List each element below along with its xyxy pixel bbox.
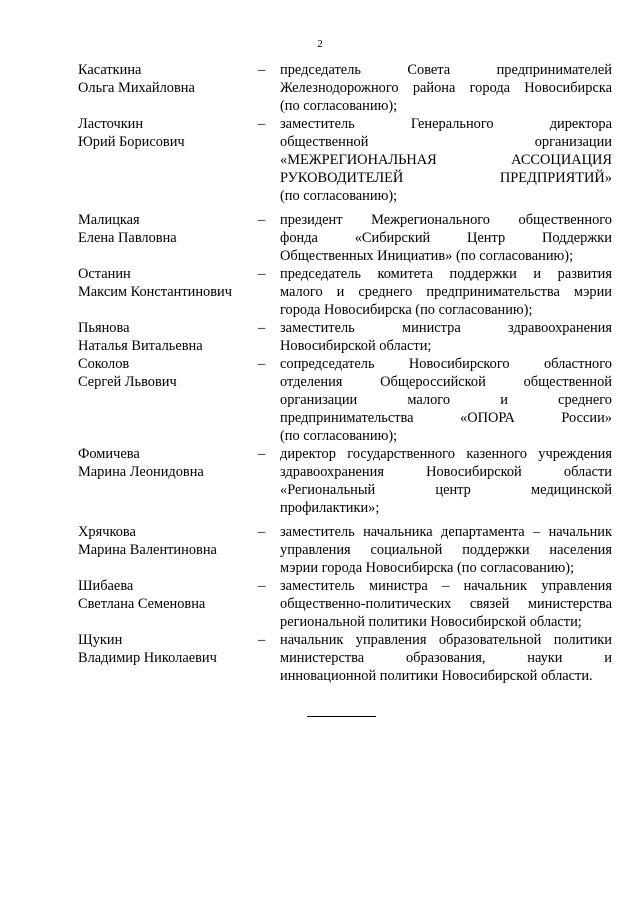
role-line: Новосибирской области; xyxy=(280,338,432,354)
member-role xyxy=(280,319,612,355)
member-name xyxy=(78,211,258,265)
member-surname: Касаткина xyxy=(78,62,142,78)
role-line: отделения Общероссийской общественной xyxy=(280,374,612,390)
member-entry-shibaeva xyxy=(78,577,612,631)
member-given-names: Юрий Борисович xyxy=(78,134,185,150)
member-role xyxy=(280,115,612,205)
member-name xyxy=(78,355,258,445)
role-line: управления социальной поддержки населения xyxy=(280,542,612,558)
separator-dash: – xyxy=(258,632,266,648)
role-line: председатель Совета предпринимателей xyxy=(280,62,612,78)
member-surname: Соколов xyxy=(78,356,130,372)
role-line: города Новосибирска (по согласованию); xyxy=(280,302,533,318)
role-line: заместитель министра здравоохранения xyxy=(280,320,612,336)
role-line: региональной политики Новосибирской области; xyxy=(280,614,582,630)
separator-dash: – xyxy=(258,212,266,228)
member-entry-shchukin xyxy=(78,631,612,685)
member-name xyxy=(78,115,258,205)
member-given-names: Марина Валентиновна xyxy=(78,542,217,558)
role-line: президент Межрегионального общественного xyxy=(280,212,612,228)
member-role xyxy=(280,577,612,631)
role-line: «Региональный центр медицинской xyxy=(280,482,612,498)
role-line: Железнодорожного района города Новосибирска xyxy=(280,80,612,96)
member-given-names: Марина Леонидовна xyxy=(78,464,204,480)
member-name xyxy=(78,61,258,115)
role-line: министерства образования, науки и xyxy=(280,650,612,666)
member-role xyxy=(280,355,612,445)
role-line: заместитель Генерального директора xyxy=(280,116,612,132)
member-given-names: Владимир Николаевич xyxy=(78,650,217,666)
member-entry-ostanin xyxy=(78,265,612,319)
role-line: РУКОВОДИТЕЛЕЙ ПРЕДПРИЯТИЙ» xyxy=(280,170,612,186)
member-given-names: Наталья Витальевна xyxy=(78,338,203,354)
member-surname: Хрячкова xyxy=(78,524,136,540)
member-given-names: Ольга Михайловна xyxy=(78,80,195,96)
role-line: заместитель министра – начальник управления xyxy=(280,578,612,594)
member-given-names: Светлана Семеновна xyxy=(78,596,206,612)
member-surname: Останин xyxy=(78,266,131,282)
member-surname: Фомичева xyxy=(78,446,140,462)
member-role xyxy=(280,445,612,517)
role-line: заместитель начальника департамента – начальник xyxy=(280,524,612,540)
member-list xyxy=(78,61,612,685)
member-surname: Пьянова xyxy=(78,320,130,336)
member-entry-malitskaya xyxy=(78,211,612,265)
role-line: председатель комитета поддержки и развития xyxy=(280,266,612,282)
member-given-names: Максим Константинович xyxy=(78,284,232,300)
role-line: директор государственного казенного учреждения xyxy=(280,446,612,462)
separator-dash: – xyxy=(258,320,266,336)
member-surname: Щукин xyxy=(78,632,123,648)
separator-dash: – xyxy=(258,446,266,462)
member-entry-pyanova xyxy=(78,319,612,355)
role-line: организации малого и среднего xyxy=(280,392,612,408)
separator-dash: – xyxy=(258,266,266,282)
role-line: инновационной политики Новосибирской области. xyxy=(280,668,593,684)
role-line: предпринимательства «ОПОРА России» xyxy=(280,410,612,426)
role-line: Общественных Инициатив» (по согласованию); xyxy=(280,248,574,264)
separator-dash: – xyxy=(258,524,266,540)
member-surname: Малицкая xyxy=(78,212,140,228)
role-line: начальник управления образовательной политики xyxy=(280,632,612,648)
role-line: сопредседатель Новосибирского областного xyxy=(280,356,612,372)
separator-dash: – xyxy=(258,62,266,78)
role-line: мэрии города Новосибирска (по согласованию); xyxy=(280,560,575,576)
separator-dash: – xyxy=(258,356,266,372)
member-entry-sokolov xyxy=(78,355,612,445)
member-entry-kasatkina xyxy=(78,61,612,115)
member-surname: Шибаева xyxy=(78,578,134,594)
member-name xyxy=(78,523,258,577)
role-line: общественно-политических связей министерства xyxy=(280,596,612,612)
member-entry-fomicheva xyxy=(78,445,612,517)
separator-dash: – xyxy=(258,578,266,594)
member-given-names: Елена Павловна xyxy=(78,230,177,246)
role-line: здравоохранения Новосибирской области xyxy=(280,464,612,480)
member-entry-lastochkin xyxy=(78,115,612,205)
member-surname: Ласточкин xyxy=(78,116,144,132)
role-line: «МЕЖРЕГИОНАЛЬНАЯ АССОЦИАЦИЯ xyxy=(280,152,612,168)
member-role xyxy=(280,265,612,319)
role-line: общественной организации xyxy=(280,134,612,150)
role-line: малого и среднего предпринимательства мэрии xyxy=(280,284,612,300)
member-name xyxy=(78,577,258,631)
member-entry-khryachkova xyxy=(78,523,612,577)
member-name xyxy=(78,265,258,319)
member-name xyxy=(78,631,258,685)
member-role xyxy=(280,631,612,685)
member-name xyxy=(78,319,258,355)
page-number: 2 xyxy=(317,38,323,50)
role-line: (по согласованию); xyxy=(280,98,398,114)
member-name xyxy=(78,445,258,517)
role-line: фонда «Сибирский Центр Поддержки xyxy=(280,230,612,246)
role-line: профилактики»; xyxy=(280,500,380,516)
member-role xyxy=(280,211,612,265)
separator-dash: – xyxy=(258,116,266,132)
role-line: (по согласованию); xyxy=(280,188,398,204)
member-role xyxy=(280,61,612,115)
closing-rule xyxy=(307,716,376,717)
role-line: (по согласованию); xyxy=(280,428,398,444)
member-given-names: Сергей Львович xyxy=(78,374,177,390)
member-role xyxy=(280,523,612,577)
